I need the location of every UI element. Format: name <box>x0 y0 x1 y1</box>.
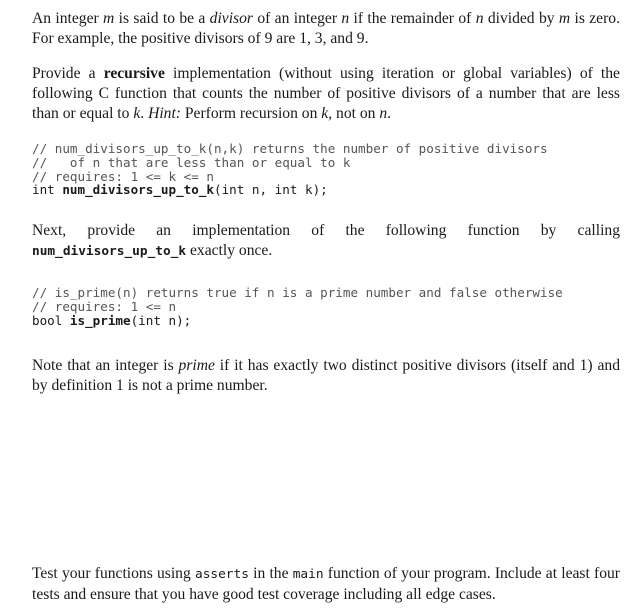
code-comment-line: // requires: 1 <= k <= n <box>32 168 214 184</box>
text: Next, provide an implementation of the following function by calling <box>32 222 620 240</box>
text: is said to be a <box>114 10 210 27</box>
text: , not on <box>328 105 380 122</box>
var-n: n <box>475 10 484 27</box>
code-function-name: num_divisors_up_to_k <box>62 182 214 198</box>
text: . <box>140 105 149 122</box>
term-recursive: recursive <box>103 65 165 82</box>
inline-code-main: main <box>292 567 324 582</box>
term-divisor: divisor <box>209 10 253 27</box>
var-m: m <box>558 10 571 27</box>
code-comment-line: // is_prime(n) returns true if n is a prime number and false otherwise <box>32 285 563 301</box>
text: An integer <box>32 10 104 27</box>
text: . <box>387 105 392 122</box>
text: Test your functions using <box>32 565 195 582</box>
text: implementation (without using iteration or global variables) of the following C function that counts the number of positive divisors of a number that are less than or equal to <box>32 65 620 122</box>
text: if the remainder of <box>349 10 476 27</box>
text: divided by <box>483 10 559 27</box>
text: if it has exactly two distinct positive divisors (itself and 1) and by definition 1 is not a prime number. <box>32 356 620 394</box>
code-function-name: is_prime <box>69 312 131 328</box>
assignment-text <box>32 9 620 396</box>
testing-instructions <box>32 564 620 605</box>
code-block-num-divisors <box>32 142 620 197</box>
code-type: int <box>32 182 63 198</box>
inline-code-asserts: asserts <box>194 567 249 582</box>
var-k: k <box>321 105 329 122</box>
code-block-is-prime <box>32 286 620 327</box>
code-comment-line: // num_divisors_up_to_k(n,k) returns the number of positive divisors <box>32 141 548 156</box>
text: Note that an integer is <box>32 356 179 374</box>
is-prime-task-paragraph <box>32 221 620 262</box>
prime-definition-paragraph <box>32 356 620 396</box>
divisor-definition-paragraph <box>32 9 620 49</box>
var-m: m <box>103 10 115 27</box>
var-k: k <box>133 105 141 122</box>
term-prime: prime <box>178 356 215 374</box>
text: function of your program. Include at least four tests and ensure that you have good test coverage including all edge cases. <box>32 565 620 603</box>
var-n: n <box>341 10 350 27</box>
code-type: bool <box>32 312 70 328</box>
recursive-task-paragraph <box>32 64 620 124</box>
text: is zero. For example, the positive divisors of 9 are 1, 3, and 9. <box>32 10 620 47</box>
text: Perform recursion on <box>180 105 322 122</box>
text: in the <box>248 565 293 582</box>
text: Provide a <box>32 65 104 82</box>
code-comment-line: // of n that are less than or equal to k <box>32 154 351 170</box>
text: of an integer <box>253 10 342 27</box>
code-comment-line: // requires: 1 <= n <box>32 298 177 314</box>
text: exactly once. <box>186 242 273 260</box>
var-n: n <box>379 105 388 122</box>
code-params: (int n); <box>130 312 192 328</box>
code-params: (int n, int k); <box>214 182 328 198</box>
testing-paragraph <box>32 564 620 605</box>
hint-label: Hint: <box>148 105 181 122</box>
inline-code-function: num_divisors_up_to_k <box>32 244 187 260</box>
